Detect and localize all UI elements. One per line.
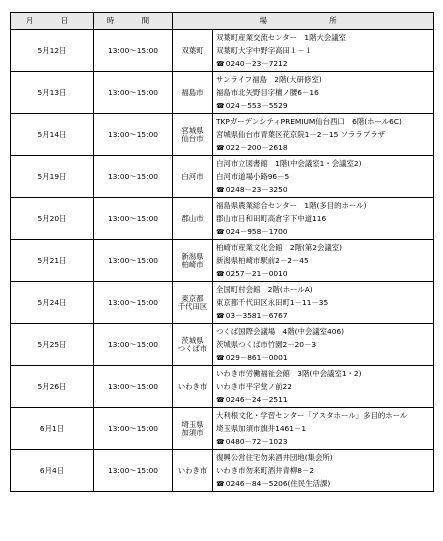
table-row [11, 324, 434, 366]
row-time: 13:00～15:00 [94, 450, 173, 492]
row-time: 13:00～15:00 [94, 366, 173, 408]
header-row [11, 13, 434, 30]
row-date: 5月25日 [11, 324, 94, 366]
venue-phone [216, 183, 433, 196]
row-date: 5月26日 [11, 366, 94, 408]
header-date: 月 日 [11, 13, 94, 30]
row-date: 5月24日 [11, 282, 94, 324]
table-row [11, 198, 434, 240]
area-name: 埼玉県 [181, 420, 204, 430]
venue-name: サンライフ福島 2階(大研修室) [216, 75, 322, 84]
row-time: 13:00～15:00 [94, 240, 173, 282]
venue-phone [216, 225, 433, 238]
row-place [213, 282, 434, 324]
venue-phone [216, 393, 433, 406]
venue-phone [216, 99, 433, 112]
table-row [11, 408, 434, 450]
row-time: 13:00～15:00 [94, 114, 173, 156]
row-area [173, 114, 213, 156]
row-time: 13:00～15:00 [94, 408, 173, 450]
venue-name: つくば国際会議場 4階(中会議室406) [216, 327, 345, 336]
row-area [173, 30, 213, 72]
row-place [213, 156, 434, 198]
phone-number: 0240－23－7212 [225, 59, 288, 68]
row-area [173, 282, 213, 324]
area-name: つくば市 [177, 343, 208, 353]
venue-address: いわき市勿来町酒井青柳8－2 [216, 466, 315, 475]
phone-number: 024－958－1700 [225, 227, 288, 236]
header-place: 場 所 [173, 13, 434, 30]
row-date: 6月1日 [11, 408, 94, 450]
schedule-sheet [10, 12, 433, 492]
venue-phone [216, 267, 433, 280]
venue-name: 全国町村会館 2階(ホールA) [216, 285, 313, 294]
row-time: 13:00～15:00 [94, 324, 173, 366]
row-area [173, 156, 213, 198]
row-place [213, 324, 434, 366]
phone-icon: ☎ [216, 144, 225, 152]
row-area [173, 366, 213, 408]
phone-icon: ☎ [216, 270, 225, 278]
phone-number: 0248－23－3250 [225, 185, 288, 194]
row-place [213, 366, 434, 408]
row-date: 5月20日 [11, 198, 94, 240]
phone-number: 029－861－0001 [225, 353, 288, 362]
area-name: 白河市 [181, 171, 204, 181]
row-date: 5月19日 [11, 156, 94, 198]
table-row [11, 156, 434, 198]
row-date: 5月14日 [11, 114, 94, 156]
phone-icon: ☎ [216, 186, 225, 194]
venue-phone [216, 477, 433, 490]
venue-phone [216, 141, 433, 154]
venue-name: 福島県農業総合センター 1階(多目的ホール) [216, 201, 367, 210]
area-name: いわき市 [177, 381, 208, 391]
venue-name: 復興公営住宅勿来酒井団地(集会所) [216, 453, 333, 462]
row-area [173, 240, 213, 282]
row-date: 5月21日 [11, 240, 94, 282]
row-area [173, 408, 213, 450]
area-name: 郡山市 [181, 213, 204, 223]
row-date: 6月4日 [11, 450, 94, 492]
phone-number: 0246－24－2511 [225, 395, 288, 404]
table-row [11, 240, 434, 282]
schedule-body [11, 30, 434, 492]
row-area [173, 198, 213, 240]
phone-icon: ☎ [216, 438, 225, 446]
row-place [213, 114, 434, 156]
row-area [173, 450, 213, 492]
area-name: 福島市 [181, 87, 204, 97]
venue-address: 東京都千代田区永田町1－11－35 [216, 298, 329, 307]
area-name: 柏崎市 [181, 259, 204, 269]
phone-icon: ☎ [216, 396, 225, 404]
venue-address: 新潟県柏崎市駅前2－2－45 [216, 256, 309, 265]
venue-address: 福島市北矢野目字檀ノ腰6－16 [216, 88, 319, 97]
row-place [213, 198, 434, 240]
area-name: 東京都 [181, 294, 204, 304]
phone-number: 0257－21－0010 [225, 269, 288, 278]
venue-address: 茨城県つくば市竹園2－20－3 [216, 340, 317, 349]
row-place [213, 450, 434, 492]
area-name: 千代田区 [177, 301, 208, 311]
phone-number: 022－200－2618 [225, 143, 288, 152]
venue-address: 白河市道場小路96－5 [216, 172, 290, 181]
table-row [11, 366, 434, 408]
venue-name: 双葉町産業交流センター 1階大会議室 [216, 33, 347, 42]
venue-name: 大利根文化・学習センター「アスタホール」多目的ホール [216, 411, 408, 420]
table-row [11, 114, 434, 156]
venue-phone [216, 309, 433, 322]
phone-icon: ☎ [216, 354, 225, 362]
venue-name: 柏崎市産業文化会館 2階(第2会議室) [216, 243, 343, 252]
phone-number: 0246－84－5206(住民生活課) [225, 479, 331, 488]
schedule-table [10, 12, 434, 492]
row-area [173, 324, 213, 366]
area-name: 宮城県 [181, 126, 204, 136]
phone-number: 024－553－5529 [225, 101, 288, 110]
area-name: 加須市 [181, 427, 204, 437]
venue-phone [216, 435, 433, 448]
venue-address: 双葉町大字中野字高田１－１ [216, 46, 313, 55]
venue-name: 白河市立図書館 1階(中会議室1・会議室2) [216, 159, 362, 168]
row-place [213, 72, 434, 114]
row-date: 5月13日 [11, 72, 94, 114]
phone-icon: ☎ [216, 312, 225, 320]
row-time: 13:00～15:00 [94, 282, 173, 324]
row-time: 13:00～15:00 [94, 72, 173, 114]
table-row [11, 450, 434, 492]
row-time: 13:00～15:00 [94, 30, 173, 72]
area-name: いわき市 [177, 465, 208, 475]
venue-name: いわき市労働福祉会館 3階(中会議室1・2) [216, 369, 362, 378]
row-place [213, 240, 434, 282]
phone-icon: ☎ [216, 102, 225, 110]
table-row [11, 72, 434, 114]
venue-phone [216, 57, 433, 70]
venue-address: 埼玉県加須市旗井1461－1 [216, 424, 307, 433]
row-time: 13:00～15:00 [94, 156, 173, 198]
venue-address: いわき市平字堂ノ前22 [216, 382, 292, 391]
venue-address: 郡山市日和田町高倉字下中道116 [216, 214, 327, 223]
phone-number: 03－3581－6767 [225, 311, 288, 320]
table-row [11, 30, 434, 72]
venue-phone [216, 351, 433, 364]
row-place [213, 30, 434, 72]
venue-address: 宮城県仙台市青葉区花京院1－2－15 ソララプラザ [216, 130, 385, 139]
row-place [213, 408, 434, 450]
row-date: 5月12日 [11, 30, 94, 72]
area-name: 双葉町 [181, 45, 204, 55]
header-time: 時 間 [94, 13, 173, 30]
area-name: 仙台市 [181, 133, 204, 143]
phone-number: 0480－72－1023 [225, 437, 288, 446]
row-area [173, 72, 213, 114]
venue-name: TKPガーデンシティPREMIUM仙台西口 6階(ホール6C) [216, 117, 402, 126]
phone-icon: ☎ [216, 60, 225, 68]
area-name: 茨城県 [181, 336, 204, 346]
phone-icon: ☎ [216, 228, 225, 236]
row-time: 13:00～15:00 [94, 198, 173, 240]
phone-icon: ☎ [216, 480, 225, 488]
table-row [11, 282, 434, 324]
area-name: 新潟県 [181, 252, 204, 262]
